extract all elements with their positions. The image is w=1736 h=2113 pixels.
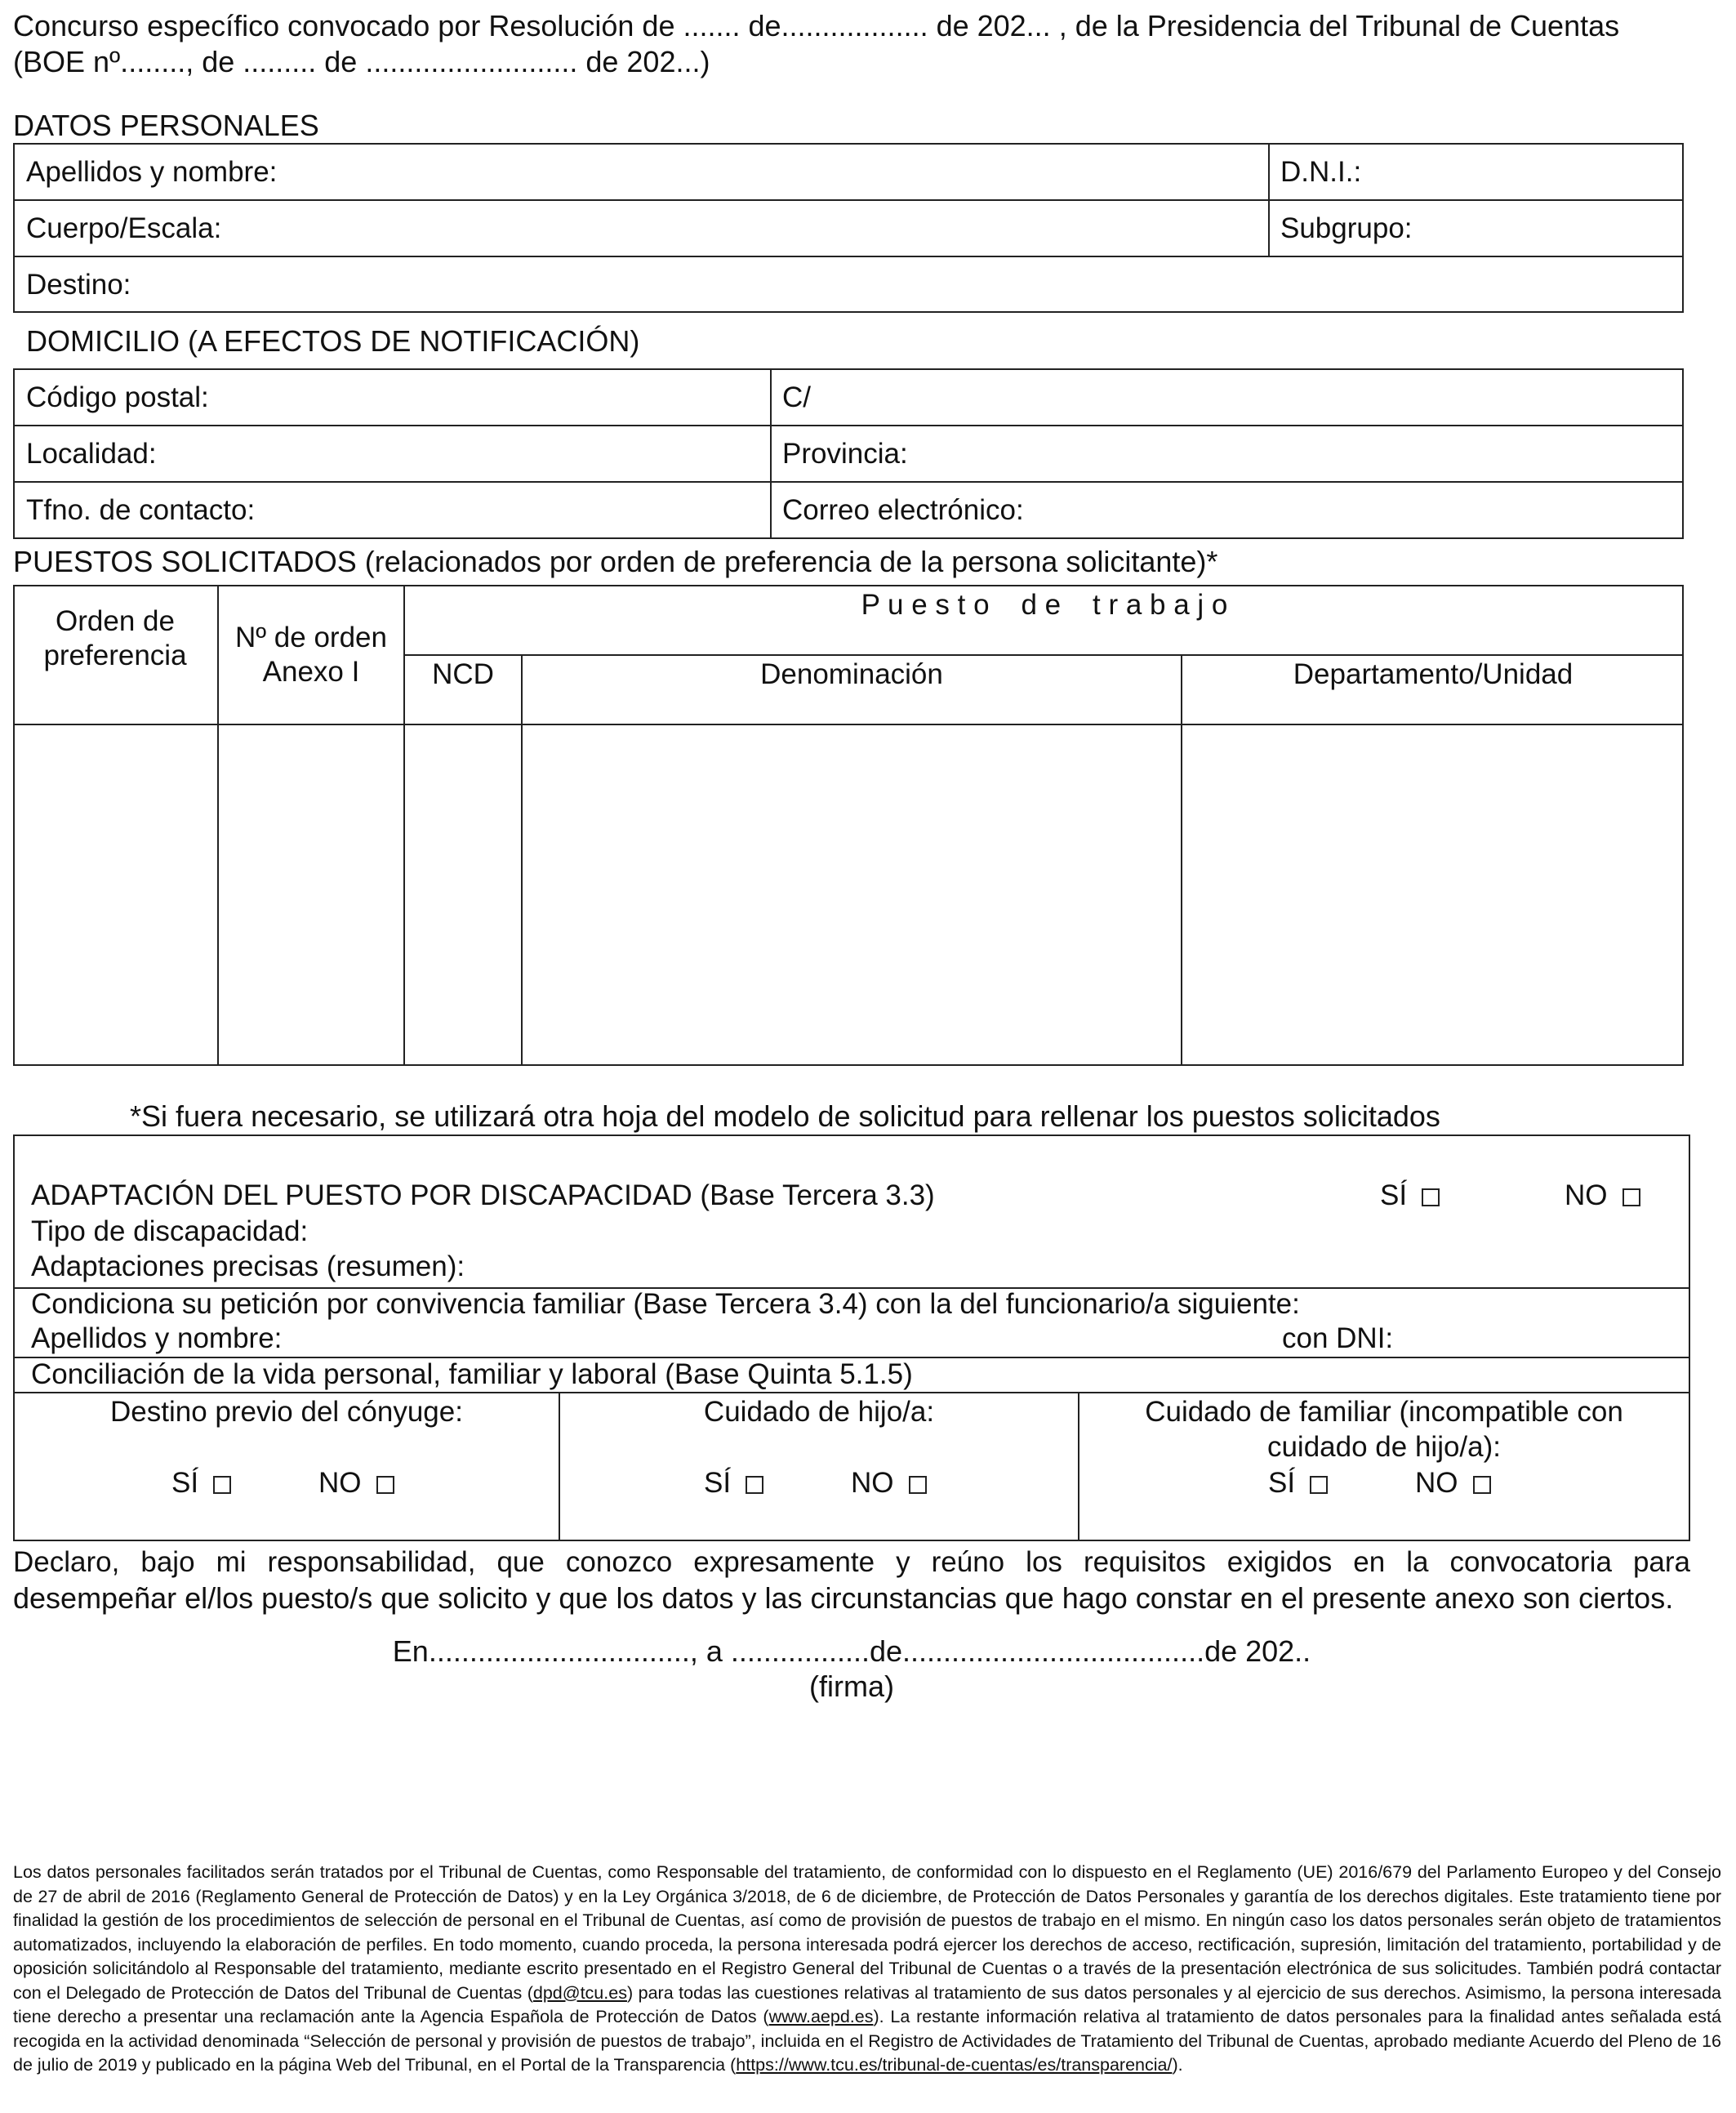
familiar-si-label: SÍ bbox=[1268, 1467, 1296, 1499]
conyuge-si-checkbox[interactable] bbox=[213, 1476, 231, 1494]
localidad-field[interactable]: Localidad: bbox=[26, 438, 157, 470]
aepd-link[interactable]: www.aepd.es bbox=[768, 2007, 874, 2026]
col-denominacion: Denominación bbox=[760, 658, 943, 690]
ncd-cell[interactable] bbox=[405, 725, 521, 1064]
lugar-fecha-field[interactable]: En................................, a .................de.....................................de 202.. bbox=[392, 1634, 1311, 1668]
adaptacion-no-checkbox[interactable] bbox=[1622, 1188, 1640, 1206]
destino-field[interactable]: Destino: bbox=[26, 269, 131, 301]
calle-field[interactable]: C/ bbox=[782, 381, 811, 413]
intro-line-2: (BOE nº........, de ......... de .......................... de 202...) bbox=[13, 45, 710, 78]
hijo-no-option[interactable] bbox=[851, 1466, 927, 1500]
denominacion-cell[interactable] bbox=[523, 725, 1181, 1064]
subgrupo-field[interactable]: Subgrupo: bbox=[1280, 212, 1413, 244]
col-num-orden-line2: Anexo I bbox=[262, 656, 360, 688]
adaptacion-no-option[interactable] bbox=[1565, 1179, 1640, 1213]
convivencia-text: Condiciona su petición por convivencia familiar (Base Tercera 3.4) con la del funcionario/a siguiente: bbox=[31, 1288, 1300, 1320]
familiar-no-option[interactable] bbox=[1415, 1466, 1491, 1500]
declaracion-line-1: Declaro, bajo mi responsabilidad, que conozco expresamente y reúno los requisitos exigidos en la convocatoria para bbox=[13, 1546, 1690, 1578]
conyuge-no-label: NO bbox=[318, 1467, 362, 1499]
domicilio-heading: DOMICILIO (A EFECTOS DE NOTIFICACIÓN) bbox=[26, 324, 640, 358]
cuidado-hijo-label: Cuidado de hijo/a: bbox=[703, 1396, 935, 1428]
adaptaciones-precisas-field[interactable]: Adaptaciones precisas (resumen): bbox=[31, 1250, 465, 1282]
puesto-trabajo-group-header: P u e s t o d e t r a b a j o bbox=[861, 589, 1228, 621]
departamento-cell[interactable] bbox=[1182, 725, 1682, 1064]
dni-field[interactable]: D.N.I.: bbox=[1280, 156, 1362, 188]
hijo-si-option[interactable] bbox=[704, 1466, 763, 1500]
col-departamento: Departamento/Unidad bbox=[1293, 658, 1574, 690]
puestos-heading: PUESTOS SOLICITADOS (relacionados por orden de preferencia de la persona solicitante)* bbox=[13, 545, 1218, 578]
adaptacion-si-option[interactable] bbox=[1380, 1179, 1440, 1213]
conciliacion-title: Conciliación de la vida personal, familiar y laboral (Base Quinta 5.1.5) bbox=[31, 1358, 913, 1390]
adaptacion-no-label: NO bbox=[1565, 1179, 1608, 1211]
privacy-text-3: ). La restante información relativa al tratamiento de datos personales para la finalidad antes señalada está recogida en la actividad denominada “Selección de personal y provisión de puestos de trabajo”, incluida en el Registro de Actividades de Tratamiento del Tribunal de Cuentas, aprobado mediante Acuerdo del Pleno de 16 de julio de 2019 y publicado en la página Web del Tribunal, en el Portal de la Transparencia ( bbox=[13, 2007, 1721, 2075]
col-num-orden-line1: Nº de orden bbox=[235, 622, 387, 653]
conyuge-no-option[interactable] bbox=[318, 1466, 394, 1500]
hijo-no-label: NO bbox=[851, 1467, 894, 1499]
correo-field[interactable]: Correo electrónico: bbox=[782, 494, 1024, 526]
col-ncd: NCD bbox=[432, 658, 494, 690]
col-orden-line1: Orden de bbox=[56, 605, 175, 637]
orden-preferencia-cell[interactable] bbox=[15, 725, 217, 1064]
datos-personales-heading: DATOS PERSONALES bbox=[13, 109, 319, 142]
privacy-text-1: Los datos personales facilitados serán tratados por el Tribunal de Cuentas, como Responsable del tratamiento, de conformidad con lo dispuesto en el Reglamento (UE) 2016/679 del Parlamento Europeo y del Consejo de 27 de abril de 2016 (Reglamento General de Protección de Datos) y en la Ley Orgánica 3/2018, de 6 de diciembre, de Protección de Datos Personales y garantía de los derechos digitales. Este tratamiento tiene por finalidad la gestión de los procedimientos de selección de personal en el Tribunal de Cuentas, así como de provisión de puestos de trabajo en el mismo. En ningún caso los datos personales serán objeto de tratamientos automatizados, incluyendo la elaboración de perfiles. En todo momento, cuando proceda, la persona interesada podrá ejercer los derechos de acceso, rectificación, supresión, limitación del tratamiento, portabilidad y de oposición solicitándolo al Responsable del tratamiento, mediante escrito presentado en el Registro General del Tribunal de Cuentas o a través de la presentación electrónica de sus solicitudes. También podrá contactar con el Delegado de Protección de Datos del Tribunal de Cuentas ( bbox=[13, 1862, 1721, 2003]
apellidos-field[interactable]: Apellidos y nombre: bbox=[26, 156, 278, 188]
hijo-si-checkbox[interactable] bbox=[746, 1476, 763, 1494]
num-orden-cell[interactable] bbox=[219, 725, 403, 1064]
adaptacion-si-checkbox[interactable] bbox=[1422, 1188, 1440, 1206]
convivencia-apellidos-field[interactable]: Apellidos y nombre: bbox=[31, 1322, 283, 1354]
familiar-no-label: NO bbox=[1415, 1467, 1458, 1499]
cuidado-familiar-label-1: Cuidado de familiar (incompatible con bbox=[1145, 1396, 1623, 1428]
familiar-no-checkbox[interactable] bbox=[1473, 1476, 1491, 1494]
privacy-text-4: ). bbox=[1172, 2055, 1183, 2075]
cuidado-familiar-label-2: cuidado de hijo/a): bbox=[1266, 1431, 1502, 1463]
telefono-field[interactable]: Tfno. de contacto: bbox=[26, 494, 256, 526]
privacy-notice bbox=[13, 1861, 1721, 2078]
puestos-note: *Si fuera necesario, se utilizará otra hoja del modelo de solicitud para rellenar los puestos solicitados bbox=[130, 1099, 1440, 1133]
transparencia-link[interactable]: https://www.tcu.es/tribunal-de-cuentas/es/transparencia/ bbox=[736, 2055, 1173, 2075]
dpd-email-link[interactable]: dpd@tcu.es bbox=[532, 1982, 627, 2003]
conyuge-no-checkbox[interactable] bbox=[376, 1476, 394, 1494]
adaptacion-si-label: SÍ bbox=[1380, 1179, 1408, 1211]
conyuge-si-label: SÍ bbox=[171, 1467, 199, 1499]
destino-conyuge-label: Destino previo del cónyuge: bbox=[110, 1396, 463, 1428]
cuerpo-escala-field[interactable]: Cuerpo/Escala: bbox=[26, 212, 222, 244]
col-orden-line2: preferencia bbox=[43, 640, 187, 671]
intro-line-1: Concurso específico convocado por Resolución de ....... de.................. de 202... , de la Presidencia del Tribunal de Cuentas bbox=[13, 9, 1620, 42]
convivencia-dni-field[interactable]: con DNI: bbox=[1282, 1322, 1394, 1354]
firma-label: (firma) bbox=[809, 1669, 894, 1703]
conyuge-si-option[interactable] bbox=[171, 1466, 231, 1500]
privacy-text-2: ) para todas las cuestiones relativas al tratamiento de sus datos personales y al ejercicio de sus derechos. Asimismo, la persona interesada tiene derecho a presentar una reclamación ante la Agencia Española de Protección de Datos ( bbox=[13, 1982, 1721, 2026]
familiar-si-option[interactable] bbox=[1268, 1466, 1328, 1500]
declaracion-line-2: desempeñar el/los puesto/s que solicito y que los datos y las circunstancias que hago constar en el presente anexo son ciertos. bbox=[13, 1581, 1674, 1615]
provincia-field[interactable]: Provincia: bbox=[782, 438, 908, 470]
hijo-si-label: SÍ bbox=[704, 1467, 732, 1499]
adaptacion-title: ADAPTACIÓN DEL PUESTO POR DISCAPACIDAD (Base Tercera 3.3) bbox=[31, 1179, 935, 1211]
codigo-postal-field[interactable]: Código postal: bbox=[26, 381, 209, 413]
tipo-discapacidad-field[interactable]: Tipo de discapacidad: bbox=[31, 1215, 309, 1247]
familiar-si-checkbox[interactable] bbox=[1310, 1476, 1328, 1494]
hijo-no-checkbox[interactable] bbox=[909, 1476, 927, 1494]
